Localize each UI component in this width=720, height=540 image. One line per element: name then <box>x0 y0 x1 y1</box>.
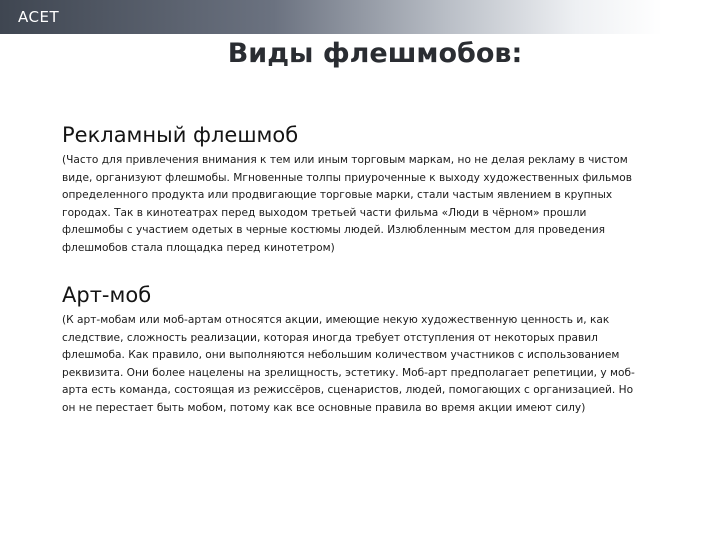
slide-title: Виды флешмобов: <box>227 38 523 69</box>
section-advertising-flashmob <box>62 122 642 257</box>
section-body-text: (Часто для привлечения внимания к тем или иным торговым маркам, но не делая рекламу в чистом виде, организуют флешмобы. Мгновенные толпы приуроченные к выходу художественных фильмов определенного продукта или продвигающие торговые марки, стали частым явлением в крупных городах. Так в кинотеатрах перед выходом третьей части фильма «Люди в чёрном» прошли флешмобы с участием одетых в черные костюмы людей. Излюбленным местом для проведения флешмобов стала площадка перед кинотетром) <box>62 154 633 254</box>
logo: ACET <box>18 8 60 26</box>
section-heading: Рекламный флешмоб <box>62 123 299 147</box>
header-band <box>0 0 720 34</box>
section-heading: Арт-моб <box>62 283 152 307</box>
section-body-text: (К арт-мобам или моб-артам относятся акции, имеющие некую художественную ценность и, как следствие, сложность реализации, которая иногда требует отступления от некоторых правил флешмоба. Как правило, они выполняются небольшим количеством участников с использованием реквизита. Они более нацелены на зрелищность, эстетику. Моб-арт предполагает репетиции, у моб-арта есть команда, состоящая из режиссёров, сценаристов, людей, помогающих с организацией. Но он не перестает быть мобом, потому как все основные правила во время акции имеют силу) <box>62 314 635 414</box>
section-art-mob <box>62 282 642 417</box>
